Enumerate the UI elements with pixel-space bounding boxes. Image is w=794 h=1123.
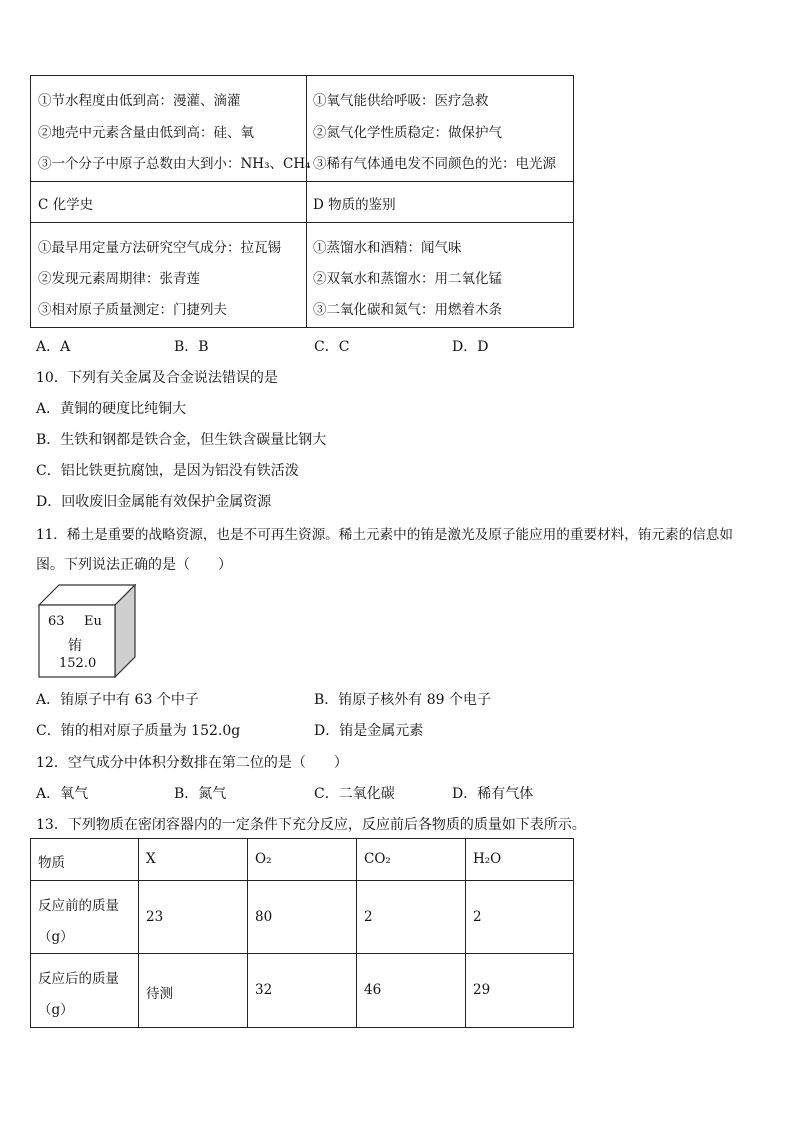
q11-stem-line2: 图。下列说法正确的是（ ） [36, 557, 232, 573]
table-divider-vertical [356, 839, 357, 1027]
table-divider-vertical [465, 839, 466, 1027]
q10-option-c: C．铝比铁更抗腐蚀，是因为铝没有铁活泼 [36, 463, 299, 479]
q12-option-a: A．氧气 [36, 786, 89, 802]
q12-option-d: D．稀有气体 [452, 786, 534, 802]
q11-option-b: B．铕原子核外有 89 个电子 [314, 692, 492, 708]
option-c: C．C [314, 339, 350, 355]
q12-option-c: C．二氧化碳 [314, 786, 395, 802]
table-cell: ①最早用定量方法研究空气成分：拉瓦锡 [38, 240, 281, 256]
q10-stem: 10．下列有关金属及合金说法错误的是 [36, 370, 278, 386]
q9-options-table [30, 75, 574, 328]
table-header: X [146, 851, 156, 867]
element-symbol: Eu [84, 614, 102, 629]
q11-option-a: A．铕原子中有 63 个中子 [36, 692, 199, 708]
table-divider [31, 222, 573, 223]
option-b: B．B [174, 339, 209, 355]
row-label: 反应后的质量 [38, 971, 119, 987]
table-cell: ②氮气化学性质稳定：做保护气 [313, 125, 502, 141]
table-divider [31, 181, 573, 182]
table-cell: ③相对原子质量测定：门捷列夫 [38, 302, 227, 318]
q11-stem-line1: 11．稀土是重要的战略资源，也是不可再生资源。稀土元素中的铕是激光及原子能应用的重要材料，铕元素的信息如 [36, 527, 733, 543]
table-cell: ②双氧水和蒸馏水：用二氧化锰 [313, 271, 502, 287]
q13-stem: 13．下列物质在密闭容器内的一定条件下充分反应，反应前后各物质的质量如下表所示。 [36, 817, 586, 833]
table-header-c: C 化学史 [38, 197, 94, 213]
row-label: 反应前的质量 [38, 898, 119, 914]
table-cell: 46 [364, 982, 382, 998]
table-header: H₂O [473, 851, 502, 867]
table-divider [31, 953, 573, 954]
q10-option-d: D．回收废旧金属能有效保护金属资源 [36, 494, 272, 510]
q13-mass-table [30, 838, 574, 1028]
table-cell: ③一个分子中原子总数由大到小：NH₃、CH₄ [38, 156, 311, 172]
table-cell: 29 [473, 982, 491, 998]
table-cell: 2 [473, 909, 482, 925]
table-cell: 待测 [146, 986, 173, 1002]
table-cell: ①氧气能供给呼吸：医疗急救 [313, 93, 489, 109]
q10-option-b: B．生铁和钢都是铁合金，但生铁含碳量比钢大 [36, 432, 327, 448]
q12-option-b: B．氮气 [174, 786, 227, 802]
element-name: 铕 [68, 638, 82, 654]
q11-option-d: D．铕是金属元素 [314, 723, 424, 739]
q10-option-a: A．黄铜的硬度比纯铜大 [36, 401, 187, 417]
row-label-unit: （g） [38, 929, 74, 945]
table-divider-vertical [306, 76, 307, 327]
atomic-number: 63 [48, 614, 65, 629]
q12-stem: 12．空气成分中体积分数排在第二位的是（ ） [36, 755, 348, 771]
table-cell: 2 [364, 909, 373, 925]
option-a: A．A [36, 339, 71, 355]
option-d: D．D [452, 339, 489, 355]
atomic-mass: 152.0 [59, 656, 97, 671]
table-cell: 32 [255, 982, 273, 998]
q11-option-c: C．铕的相对原子质量为 152.0g [36, 723, 241, 739]
table-header-d: D 物质的鉴别 [313, 197, 396, 213]
table-cell: ①蒸馏水和酒精：闻气味 [313, 240, 462, 256]
table-cell: ②地壳中元素含量由低到高：硅、氧 [38, 125, 254, 141]
table-cell: 80 [255, 909, 273, 925]
table-cell: 23 [146, 909, 164, 925]
table-divider [31, 880, 573, 881]
table-cell: ③二氧化碳和氮气：用燃着木条 [313, 302, 502, 318]
table-divider-vertical [138, 839, 139, 1027]
table-divider-vertical [247, 839, 248, 1027]
table-header: 物质 [38, 855, 65, 871]
table-cell: ①节水程度由低到高：漫灌、滴灌 [38, 93, 241, 109]
table-header: O₂ [255, 851, 272, 867]
table-header: CO₂ [364, 851, 391, 867]
element-card-europium [38, 584, 136, 678]
table-cell: ②发现元素周期律：张青莲 [38, 271, 200, 287]
table-cell: ③稀有气体通电发不同颜色的光：电光源 [313, 156, 556, 172]
row-label-unit: （g） [38, 1002, 74, 1018]
